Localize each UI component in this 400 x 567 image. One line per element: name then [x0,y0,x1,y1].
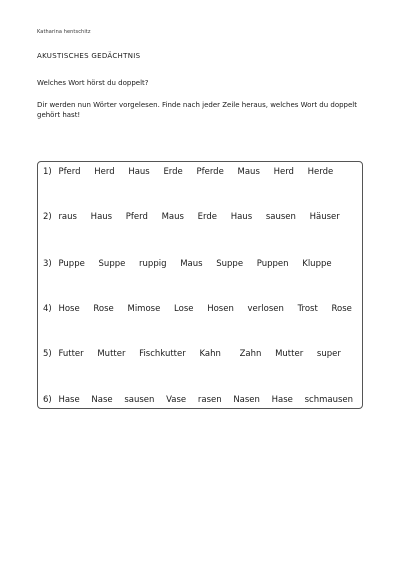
word: Haus [230,212,253,222]
word: Pferd [58,167,81,177]
word-row-3 [43,259,343,271]
word: Herd [94,167,115,177]
word: sausen [124,395,155,405]
word: Nase [91,395,113,405]
word: schmausen [304,395,354,405]
word: Haus [128,167,150,177]
word: Hase [58,395,80,405]
word: Vase [166,395,187,405]
author-name: Katharina hentschitz [37,29,91,35]
word: super [316,349,341,359]
task-question: Welches Wort hörst du doppelt? [37,79,149,87]
row-number: 1) [43,167,52,177]
word: sausen [265,212,296,222]
word: Häuser [309,212,340,222]
word: Mutter [97,349,126,359]
word-row-2 [43,212,351,224]
word: raus [58,212,77,222]
word: Erde [197,212,217,222]
word-rows-box [37,161,363,409]
row-number: 4) [43,304,52,314]
word: Mimose [127,304,161,314]
word: Mutter [275,349,304,359]
worksheet-title: AKUSTISCHES GEDÄCHTNIS [37,52,141,60]
word-row-6 [43,395,353,407]
word: Pferde [196,167,224,177]
word: Nasen [233,395,260,405]
word: Maus [161,212,184,222]
word: Lose [174,304,194,314]
word: Haus [90,212,113,222]
word: Erde [163,167,183,177]
word-row-4 [43,304,363,316]
word-row-1 [43,167,344,179]
word: Rose [331,304,352,314]
word: Maus [237,167,260,177]
word: Maus [180,259,203,269]
word: Puppen [256,259,289,269]
word: Zahn [239,349,262,359]
word: Hase [271,395,293,405]
word: Herde [307,167,334,177]
word: ruppig [139,259,167,269]
word-row-5 [43,349,352,361]
word: Hose [58,304,80,314]
word: Herd [273,167,294,177]
row-number: 6) [43,395,52,405]
word: Rose [93,304,114,314]
word: Kluppe [302,259,332,269]
row-number: 2) [43,212,52,222]
row-number: 5) [43,349,52,359]
word: Fischkutter [139,349,186,359]
word: Futter [58,349,84,359]
word: Kahn [199,349,221,359]
row-number: 3) [43,259,52,269]
word: Puppe [58,259,85,269]
word: Hosen [207,304,234,314]
word: Trost [297,304,318,314]
word: rasen [197,395,222,405]
task-instructions: Dir werden nun Wörter vorgelesen. Finde nach jeder Zeile heraus, welches Wort du doppelt gehört hast! [37,101,357,119]
word: Suppe [98,259,126,269]
word: verlosen [247,304,284,314]
word: Pferd [125,212,148,222]
word: Suppe [216,259,244,269]
